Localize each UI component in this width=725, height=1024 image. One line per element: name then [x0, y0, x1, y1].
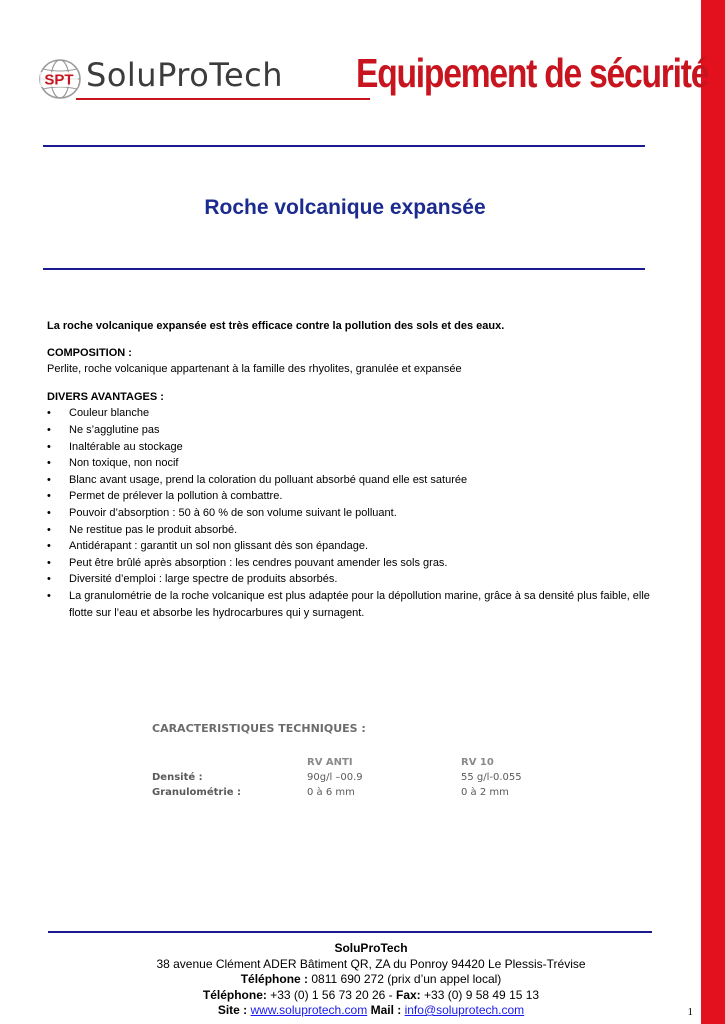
bullet-icon: • [47, 506, 51, 519]
list-item: • Ne s’agglutine pas [47, 422, 659, 439]
intro-text: La roche volcanique expansée est très efficace contre la pollution des sols et des eaux. [47, 320, 505, 332]
bullet-icon: • [47, 556, 51, 569]
advantages-list [47, 405, 659, 621]
footer-divider [48, 931, 652, 933]
list-item: • Pouvoir d’absorption : 50 à 60 % de son volume suivant le polluant. [47, 505, 659, 522]
footer-address: 38 avenue Clément ADER Bâtiment QR, ZA du Ponroy 94420 Le Plessis-Trévise [156, 956, 586, 971]
list-item: • Inaltérable au stockage [47, 439, 659, 456]
footer-company: SoluProTech [334, 941, 408, 955]
logo-underline [76, 98, 370, 100]
list-item: • Diversité d’emploi : large spectre de produits absorbés. [47, 571, 659, 588]
bullet-icon: • [47, 440, 51, 453]
list-item: • Permet de prélever la pollution à combattre. [47, 488, 659, 505]
tech-header-row [152, 755, 552, 770]
tech-col-header: RV 10 [461, 757, 494, 768]
side-accent-bar [701, 0, 725, 1024]
list-item: • Blanc avant usage, prend la coloration du polluant absorbé quand elle est saturée [47, 472, 659, 489]
bullet-icon: • [47, 589, 51, 602]
table-row [152, 770, 552, 785]
list-item: • Peut être brûlé après absorption : les cendres pouvant amender les sols gras. [47, 555, 659, 572]
bullet-icon: • [47, 457, 51, 470]
list-item: • La granulométrie de la roche volcanique est plus adaptée pour la dépollution marine, grâce à sa densité plus faible, elle flotte sur l’eau et absorbe les hydrocarbures qui y surnagent. [47, 589, 650, 619]
advantages-heading: DIVERS AVANTAGES : [47, 390, 164, 403]
title-divider [43, 268, 645, 270]
list-item: • Couleur blanche [47, 405, 659, 422]
tech-row-label: Densité : [152, 772, 203, 783]
list-item: • Antidérapant : garantit un sol non glissant dès son épandage. [47, 538, 659, 555]
tech-cell: 0 à 2 mm [461, 787, 509, 798]
list-item: • Non toxique, non nocif [47, 455, 659, 472]
tech-cell: 55 g/l-0.055 [461, 772, 522, 783]
table-row [152, 785, 552, 800]
tech-cell: 90g/l –00.9 [307, 772, 363, 783]
logo-initials: SPT [44, 71, 74, 89]
document-title: Roche volcanique expansée [204, 196, 486, 219]
composition-heading: COMPOSITION : [47, 346, 132, 359]
bullet-icon: • [47, 540, 51, 553]
footer-web: Site : www.soluprotech.com Mail : info@soluprotech.com [217, 1003, 525, 1017]
bullet-icon: • [47, 423, 51, 436]
tech-specs-title: CARACTERISTIQUES TECHNIQUES : [152, 722, 366, 735]
bullet-icon: • [47, 407, 51, 420]
footer-phone-fax: Téléphone: +33 (0) 1 56 73 20 26 - Fax: +33 (0) 9 58 49 15 13 [202, 987, 540, 1002]
globe-icon [36, 58, 84, 100]
page-number: 1 [687, 1006, 693, 1018]
header-title: Equipement de sécurité [356, 50, 709, 96]
logo-name: SoluProTech [86, 56, 283, 94]
document-body [47, 318, 659, 621]
bullet-icon: • [47, 473, 51, 486]
email-link[interactable]: info@soluprotech.com [404, 1003, 525, 1017]
tech-col-header: RV ANTI [307, 757, 353, 768]
tech-specs-table [152, 722, 552, 800]
website-link[interactable]: www.soluprotech.com [250, 1003, 368, 1017]
footer [48, 941, 694, 1019]
bullet-icon: • [47, 523, 51, 536]
list-item: • Ne restitue pas le produit absorbé. [47, 522, 659, 539]
tech-col-header [152, 755, 307, 770]
bullet-icon: • [47, 490, 51, 503]
tech-cell: 0 à 6 mm [307, 787, 355, 798]
tech-row-label: Granulométrie : [152, 787, 242, 798]
top-divider [43, 145, 645, 147]
composition-text: Perlite, roche volcanique appartenant à la famille des rhyolites, granulée et expansée [47, 363, 462, 376]
footer-phone-local: Téléphone : 0811 690 272 (prix d’un appel local) [240, 972, 502, 986]
company-logo [36, 54, 336, 104]
bullet-icon: • [47, 573, 51, 586]
